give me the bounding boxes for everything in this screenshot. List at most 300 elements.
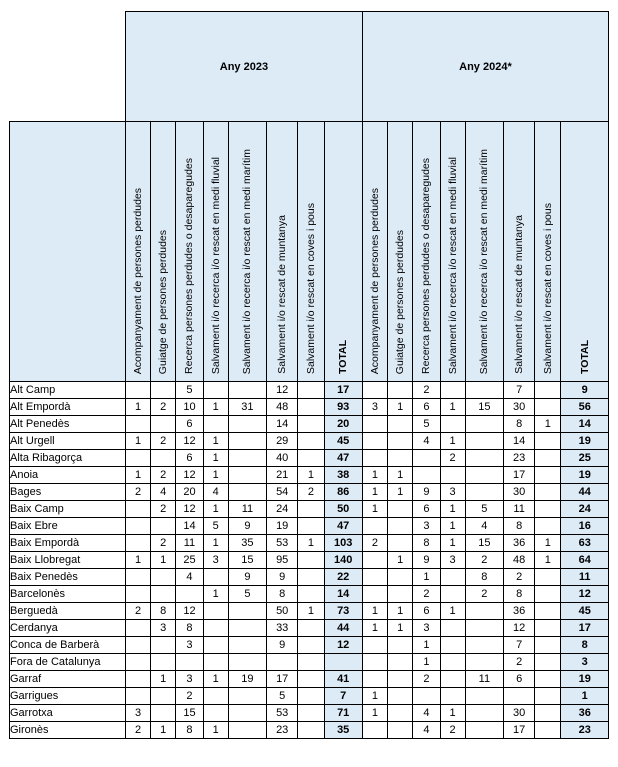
value-cell [228,654,266,671]
value-cell: 12 [267,382,298,399]
total-cell: 103 [324,535,362,552]
value-cell: 8 [176,722,203,739]
column-header-2024-3 [440,122,465,382]
value-cell [151,586,176,603]
value-cell [298,433,324,450]
value-cell [125,569,150,586]
value-cell: 3 [413,620,440,637]
year-header-row [10,12,609,122]
value-cell [228,637,266,654]
value-cell: 17 [504,467,535,484]
value-cell: 30 [504,705,535,722]
value-cell: 1 [151,671,176,688]
corner-blank [10,12,126,122]
value-cell [465,603,503,620]
value-cell: 1 [298,467,324,484]
value-cell: 4 [151,484,176,501]
column-header-label: Salvament i/o recerca i/o rescat en medi marítim [241,148,254,374]
value-cell: 14 [504,433,535,450]
value-cell [465,484,503,501]
column-header-label: Recerca persones perdudes o desaparegudes [420,158,433,374]
value-cell: 1 [125,552,150,569]
value-cell: 10 [176,399,203,416]
value-cell: 1 [535,552,561,569]
value-cell [362,518,387,535]
region-name: Alt Camp [10,382,126,399]
region-name: Alt Penedès [10,416,126,433]
value-cell [388,450,413,467]
value-cell [125,688,150,705]
total-cell: 41 [324,671,362,688]
value-cell [298,399,324,416]
region-name: Baix Llobregat [10,552,126,569]
value-cell: 1 [413,654,440,671]
value-cell [298,501,324,518]
value-cell: 4 [413,705,440,722]
value-cell [388,654,413,671]
value-cell [535,722,561,739]
total-cell: 22 [324,569,362,586]
total-cell: 71 [324,705,362,722]
region-name: Garrigues [10,688,126,705]
value-cell: 17 [504,722,535,739]
value-cell [125,382,150,399]
value-cell [151,637,176,654]
value-cell [228,382,266,399]
value-cell: 53 [267,705,298,722]
value-cell: 1 [362,705,387,722]
value-cell: 1 [388,603,413,620]
total-cell: 14 [561,416,609,433]
value-cell: 1 [203,586,228,603]
value-cell: 1 [151,552,176,569]
region-name: Alt Empordà [10,399,126,416]
value-cell [535,433,561,450]
value-cell: 4 [413,722,440,739]
total-cell [324,654,362,671]
value-cell: 1 [388,467,413,484]
value-cell [151,654,176,671]
value-cell [228,467,266,484]
value-cell: 4 [413,433,440,450]
value-cell: 36 [504,603,535,620]
value-cell: 1 [535,416,561,433]
value-cell: 1 [388,399,413,416]
value-cell: 1 [440,603,465,620]
column-header-label: TOTAL [578,339,591,374]
table-row [10,603,609,620]
column-header-label: Acompanyament de persones perdudes [368,187,381,374]
value-cell [362,637,387,654]
value-cell: 8 [504,518,535,535]
value-cell: 2 [151,467,176,484]
value-cell [298,586,324,603]
total-cell: 17 [561,620,609,637]
region-name: Bages [10,484,126,501]
column-header-label: Acompanyament de persones perdudes [132,187,145,374]
total-cell: 16 [561,518,609,535]
value-cell [125,501,150,518]
value-cell: 17 [267,671,298,688]
year-2023-header: Any 2023 [125,12,362,122]
value-cell [125,586,150,603]
value-cell [440,654,465,671]
total-cell: 19 [561,467,609,484]
value-cell: 1 [362,467,387,484]
region-name: Anoia [10,467,126,484]
value-cell: 30 [504,399,535,416]
value-cell: 8 [504,416,535,433]
value-cell [362,569,387,586]
value-cell: 1 [203,433,228,450]
value-cell [388,518,413,535]
value-cell: 1 [388,552,413,569]
value-cell: 8 [176,620,203,637]
value-cell: 12 [176,433,203,450]
column-header-2024-7 [561,122,609,382]
value-cell [362,450,387,467]
value-cell [388,688,413,705]
value-cell [440,688,465,705]
value-cell: 2 [440,450,465,467]
value-cell: 2 [176,688,203,705]
value-cell [535,518,561,535]
column-header-label: Salvament i/o rescat en coves i pous [304,202,317,374]
region-header-cell [10,122,126,382]
value-cell [465,416,503,433]
value-cell [440,637,465,654]
column-header-label: Salvament i/o recerca i/o rescat en medi fluvial [209,156,222,374]
value-cell: 29 [267,433,298,450]
value-cell: 12 [176,501,203,518]
value-cell [298,569,324,586]
value-cell [125,620,150,637]
value-cell: 2 [465,586,503,603]
value-cell [535,688,561,705]
total-cell: 45 [561,603,609,620]
value-cell [228,484,266,501]
value-cell: 31 [228,399,266,416]
total-cell: 140 [324,552,362,569]
total-cell: 7 [324,688,362,705]
value-cell: 8 [267,586,298,603]
value-cell [440,586,465,603]
column-header-2023-3 [203,122,228,382]
value-cell: 1 [362,620,387,637]
value-cell: 21 [267,467,298,484]
value-cell: 5 [267,688,298,705]
value-cell: 9 [413,552,440,569]
total-cell: 44 [561,484,609,501]
value-cell [465,654,503,671]
value-cell: 33 [267,620,298,637]
value-cell [151,688,176,705]
value-cell: 1 [203,671,228,688]
total-cell: 11 [561,569,609,586]
value-cell [465,637,503,654]
column-header-row [10,122,609,382]
value-cell [203,654,228,671]
value-cell [125,535,150,552]
value-cell [203,603,228,620]
value-cell: 5 [176,382,203,399]
value-cell [298,382,324,399]
value-cell [151,416,176,433]
value-cell [440,382,465,399]
column-header-label: Salvament i/o rescat en coves i pous [541,202,554,374]
value-cell [388,569,413,586]
total-cell: 17 [324,382,362,399]
value-cell [413,467,440,484]
value-cell: 8 [413,535,440,552]
value-cell: 30 [504,484,535,501]
table-row [10,450,609,467]
value-cell: 4 [203,484,228,501]
table-row [10,637,609,654]
column-header-label: Guiatge de persones perdudes [157,229,170,374]
value-cell [388,586,413,603]
value-cell [203,688,228,705]
value-cell: 14 [176,518,203,535]
value-cell: 2 [413,586,440,603]
region-name: Conca de Barberà [10,637,126,654]
value-cell: 3 [440,484,465,501]
value-cell [440,467,465,484]
value-cell [151,705,176,722]
value-cell: 2 [125,722,150,739]
value-cell: 1 [203,467,228,484]
value-cell: 1 [440,535,465,552]
table-row [10,552,609,569]
total-cell: 12 [561,586,609,603]
value-cell [440,620,465,637]
value-cell [298,416,324,433]
value-cell: 4 [176,569,203,586]
value-cell [298,450,324,467]
value-cell [465,467,503,484]
column-header-2023-6 [298,122,324,382]
value-cell: 2 [151,433,176,450]
total-cell: 25 [561,450,609,467]
value-cell: 2 [125,603,150,620]
table-row [10,467,609,484]
total-cell: 19 [561,433,609,450]
value-cell [125,637,150,654]
value-cell: 1 [440,705,465,722]
region-name: Garrotxa [10,705,126,722]
value-cell [535,467,561,484]
value-cell [176,586,203,603]
region-name: Cerdanya [10,620,126,637]
value-cell [388,501,413,518]
total-cell: 23 [561,722,609,739]
value-cell: 2 [504,569,535,586]
value-cell: 48 [504,552,535,569]
value-cell [465,722,503,739]
total-cell: 45 [324,433,362,450]
value-cell [465,433,503,450]
value-cell: 19 [267,518,298,535]
value-cell [151,450,176,467]
value-cell: 1 [440,399,465,416]
value-cell [535,705,561,722]
column-header-2024-2 [413,122,440,382]
value-cell: 36 [504,535,535,552]
value-cell [465,382,503,399]
value-cell: 11 [176,535,203,552]
value-cell: 2 [413,382,440,399]
value-cell: 3 [203,552,228,569]
region-name: Garraf [10,671,126,688]
column-header-2024-5 [504,122,535,382]
value-cell: 1 [203,399,228,416]
value-cell [125,416,150,433]
region-name: Baix Penedès [10,569,126,586]
value-cell: 15 [465,535,503,552]
value-cell: 11 [465,671,503,688]
value-cell [535,654,561,671]
value-cell: 3 [125,705,150,722]
value-cell: 6 [413,603,440,620]
data-table [9,11,609,739]
value-cell: 5 [228,586,266,603]
total-cell: 56 [561,399,609,416]
value-cell: 3 [413,518,440,535]
column-header-label: Salvament i/o recerca i/o rescat en medi fluvial [446,156,459,374]
value-cell [535,586,561,603]
region-name: Fora de Catalunya [10,654,126,671]
value-cell: 9 [228,518,266,535]
column-header-2023-2 [176,122,203,382]
value-cell: 25 [176,552,203,569]
value-cell: 3 [440,552,465,569]
value-cell [125,518,150,535]
total-cell: 38 [324,467,362,484]
value-cell: 8 [465,569,503,586]
value-cell: 23 [267,722,298,739]
value-cell [228,433,266,450]
value-cell: 20 [176,484,203,501]
value-cell: 19 [228,671,266,688]
column-header-label: Salvament i/o recerca i/o rescat en medi marítim [478,148,491,374]
value-cell: 1 [388,620,413,637]
value-cell [203,569,228,586]
value-cell [228,603,266,620]
value-cell: 1 [151,722,176,739]
value-cell: 50 [267,603,298,620]
column-header-label: TOTAL [337,339,350,374]
value-cell [125,671,150,688]
total-cell: 86 [324,484,362,501]
value-cell: 1 [203,535,228,552]
value-cell [176,654,203,671]
value-cell: 1 [298,535,324,552]
value-cell [228,705,266,722]
value-cell [535,450,561,467]
column-header-2023-5 [267,122,298,382]
table-row [10,722,609,739]
total-cell: 47 [324,518,362,535]
total-cell: 35 [324,722,362,739]
value-cell [362,416,387,433]
total-cell: 3 [561,654,609,671]
table-row [10,399,609,416]
value-cell: 1 [362,688,387,705]
region-name: Baix Empordà [10,535,126,552]
value-cell [388,671,413,688]
value-cell [362,671,387,688]
value-cell: 1 [362,603,387,620]
value-cell: 9 [267,637,298,654]
value-cell [228,688,266,705]
value-cell: 6 [176,450,203,467]
value-cell [125,654,150,671]
total-cell: 36 [561,705,609,722]
value-cell [228,416,266,433]
value-cell [535,620,561,637]
total-cell: 9 [561,382,609,399]
value-cell [151,382,176,399]
table-row [10,382,609,399]
value-cell: 24 [267,501,298,518]
value-cell [535,382,561,399]
total-cell: 12 [324,637,362,654]
value-cell [440,569,465,586]
value-cell [465,688,503,705]
value-cell: 40 [267,450,298,467]
value-cell: 1 [362,484,387,501]
value-cell: 2 [413,671,440,688]
value-cell [362,586,387,603]
value-cell [151,518,176,535]
table-row [10,688,609,705]
value-cell [298,671,324,688]
value-cell: 1 [203,501,228,518]
value-cell [298,637,324,654]
value-cell: 3 [176,671,203,688]
value-cell: 6 [176,416,203,433]
value-cell [535,501,561,518]
total-cell: 63 [561,535,609,552]
value-cell [413,688,440,705]
table-row [10,654,609,671]
value-cell [298,518,324,535]
value-cell: 15 [176,705,203,722]
value-cell [203,620,228,637]
value-cell [298,552,324,569]
value-cell: 3 [176,637,203,654]
value-cell [362,654,387,671]
value-cell: 1 [413,569,440,586]
value-cell: 3 [362,399,387,416]
region-name: Alt Urgell [10,433,126,450]
value-cell [535,671,561,688]
column-header-2024-4 [465,122,503,382]
value-cell: 6 [413,501,440,518]
table-row [10,416,609,433]
value-cell [362,552,387,569]
value-cell [298,688,324,705]
value-cell [413,450,440,467]
value-cell: 5 [203,518,228,535]
table-row [10,620,609,637]
total-cell: 47 [324,450,362,467]
value-cell [362,382,387,399]
total-cell: 73 [324,603,362,620]
value-cell: 7 [504,637,535,654]
value-cell [535,637,561,654]
column-header-label: Salvament i/o rescat de muntanya [513,215,526,374]
